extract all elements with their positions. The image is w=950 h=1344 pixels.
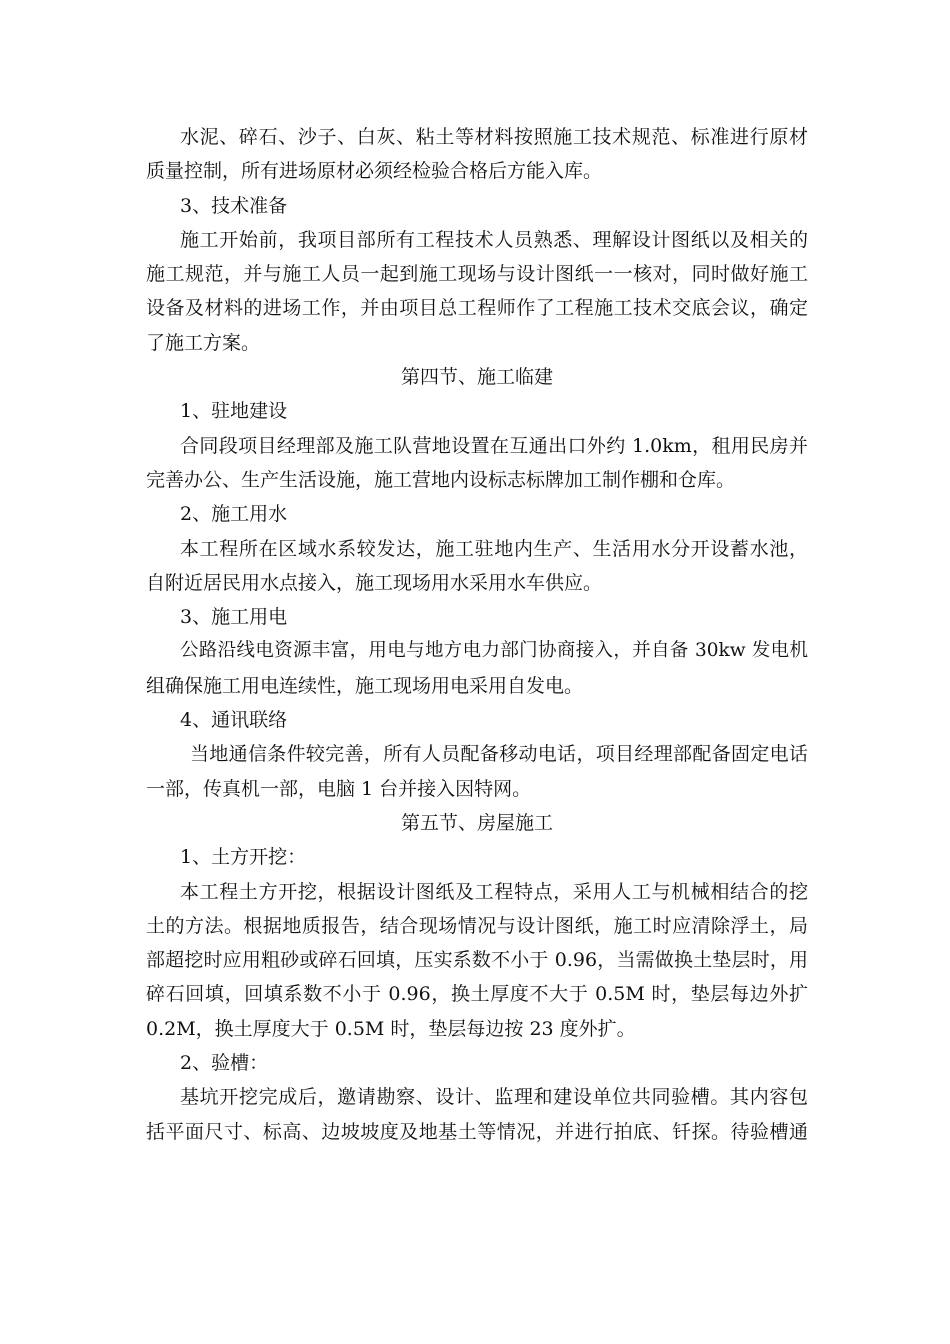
section-heading: 第四节、施工临建 [400,366,553,389]
subsection-heading: 1、驻地建设 [180,400,288,423]
paragraph-line: 本工程所在区域水系较发达，施工驻地内生产、生活用水分开设蓄水池， [180,537,808,560]
paragraph-line: 合同段项目经理部及施工队营地设置在互通出口外约 1.0km，租用民房并 [180,434,808,457]
subsection-heading: 3、技术准备 [180,194,288,217]
subsection-heading: 4、通讯联络 [180,709,288,732]
paragraph-line: 本工程土方开挖，根据设计图纸及工程特点，采用人工与机械相结合的挖 [180,880,808,903]
paragraph-line: 当地通信条件较完善，所有人员配备移动电话，项目经理部配备固定电话 [190,743,808,766]
paragraph-line: 完善办公、生产生活设施，施工营地内设标志标牌加工制作棚和仓库。 [146,468,736,491]
paragraph-line: 基坑开挖完成后，邀请勘察、设计、监理和建设单位共同验槽。其内容包 [180,1086,808,1109]
paragraph-line: 设备及材料的进场工作，并由项目总工程师作了工程施工技术交底会议，确定 [146,297,808,320]
subsection-heading: 1、土方开挖： [180,846,307,869]
paragraph-line: 水泥、碎石、沙子、白灰、粘土等材料按照施工技术规范、标准进行原材 [180,126,808,148]
document-body [146,120,808,1149]
paragraph-line: 了施工方案。 [146,331,261,354]
paragraph-line: 公路沿线电资源丰富，用电与地方电力部门协商接入，并自备 30kw 发电机 [180,640,808,662]
subsection-heading: 3、施工用电 [180,606,288,629]
paragraph-line: 0.2M，换土厚度大于 0.5M 时，垫层每边按 23 度外扩。 [146,1017,636,1040]
paragraph-line: 土的方法。根据地质报告，结合现场情况与设计图纸，施工时应清除浮土，局 [146,914,808,937]
paragraph-line: 一部，传真机一部，电脑 1 台并接入因特网。 [146,777,532,800]
paragraph-line: 施工规范，并与施工人员一起到施工现场与设计图纸一一核对，同时做好施工 [146,263,808,286]
paragraph-line: 组确保施工用电连续性，施工现场用电采用自发电。 [146,674,584,697]
paragraph-line: 施工开始前，我项目部所有工程技术人员熟悉、理解设计图纸以及相关的 [180,228,808,251]
paragraph-line: 部超挖时应用粗砂或碎石回填，压实系数不小于 0.96，当需做换土垫层时，用 [146,949,808,972]
subsection-heading: 2、验槽： [180,1052,269,1075]
subsection-heading: 2、施工用水 [180,503,288,526]
paragraph-line: 碎石回填，回填系数不小于 0.96，换土厚度不大于 0.5M 时，垫层每边外扩 [146,983,808,1006]
section-heading: 第五节、房屋施工 [400,811,553,834]
paragraph-line: 括平面尺寸、标高、边坡坡度及地基土等情况，并进行拍底、钎探。待验槽通 [146,1120,808,1143]
paragraph-line: 自附近居民用水点接入，施工现场用水采用水车供应。 [146,571,603,594]
paragraph-line: 质量控制，所有进场原材必须经检验合格后方能入库。 [146,160,603,183]
